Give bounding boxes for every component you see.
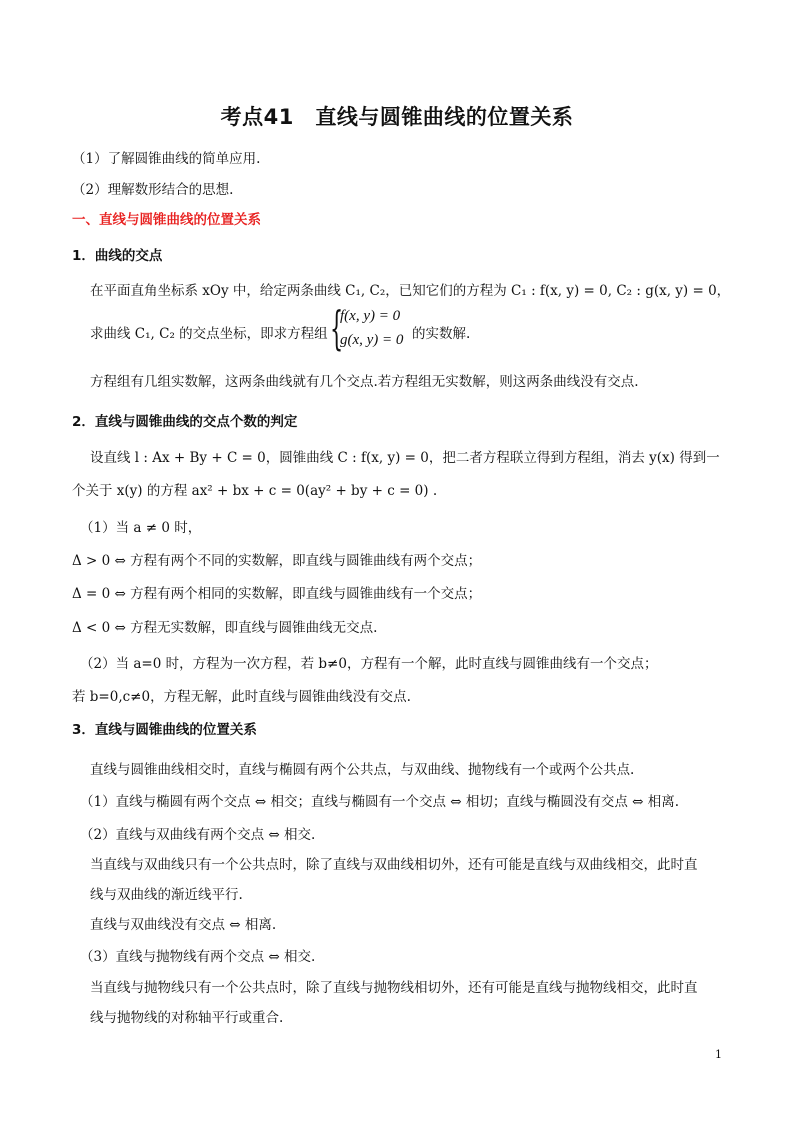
objective-1: （1）了解圆锥曲线的简单应用. <box>72 151 261 167</box>
subsection-heading-3: 3．直线与圆锥曲线的位置关系 <box>72 722 257 738</box>
paragraph-parabola-one-b: 线与抛物线的对称轴平行或重合. <box>90 1010 284 1026</box>
discriminant-positive: Δ > 0 ⇔ 方程有两个不同的实数解，即直线与圆锥曲线有两个交点； <box>72 553 482 569</box>
system-equation-1: f(x, y) = 0 <box>340 308 401 324</box>
system-equation-2: g(x, y) = 0 <box>340 332 404 348</box>
paragraph-hyperbola-one-a: 当直线与双曲线只有一个公共点时，除了直线与双曲线相切外，还有可能是直线与双曲线相交，此时直 <box>90 857 698 873</box>
discriminant-zero: Δ = 0 ⇔ 方程有两个相同的实数解，即直线与圆锥曲线有一个交点； <box>72 586 482 602</box>
paragraph-hyperbola-none: 直线与双曲线没有交点 ⇔ 相离. <box>90 917 277 933</box>
case-b-zero: 若 b=0,c≠0，方程无解，此时直线与圆锥曲线没有交点. <box>72 689 411 705</box>
paragraph-hyperbola-one-b: 线与双曲线的渐近线平行. <box>90 887 243 903</box>
page-number: 1 <box>715 1048 722 1061</box>
paragraph-system-suffix: 的实数解. <box>412 326 471 342</box>
subsection-heading-2: 2．直线与圆锥曲线的交点个数的判定 <box>72 414 298 430</box>
paragraph-ellipse: （1）直线与椭圆有两个交点 ⇔ 相交；直线与椭圆有一个交点 ⇔ 相切；直线与椭圆没有交点 ⇔ 相离. <box>80 794 680 810</box>
paragraph-system-prefix: 求曲线 C₁, C₂ 的交点坐标，即求方程组 <box>90 326 328 342</box>
paragraph-curves-intro: 在平面直角坐标系 xOy 中，给定两条曲线 C₁, C₂，已知它们的方程为 C₁ : f(x, y) = 0, C₂ : g(x, y) = 0， <box>90 283 731 299</box>
paragraph-intersection: 直线与圆锥曲线相交时，直线与椭圆有两个公共点，与双曲线、抛物线有一个或两个公共点. <box>90 762 635 778</box>
discriminant-negative: Δ < 0 ⇔ 方程无实数解，即直线与圆锥曲线无交点. <box>72 620 378 636</box>
section-heading: 一、直线与圆锥曲线的位置关系 <box>72 212 261 228</box>
paragraph-line-definition: 设直线 l : Ax + By + C = 0，圆锥曲线 C : f(x, y) = 0，把二者方程联立得到方程组，消去 y(x) 得到一 <box>90 450 720 466</box>
paragraph-parabola-two: （3）直线与抛物线有两个交点 ⇔ 相交. <box>80 949 316 965</box>
paragraph-quadratic: 个关于 x(y) 的方程 ax² + bx + c = 0(ay² + by + c = 0) . <box>72 483 438 499</box>
equation-system <box>330 301 420 355</box>
objective-2: （2）理解数形结合的思想. <box>72 182 234 198</box>
paragraph-hyperbola-two: （2）直线与双曲线有两个交点 ⇔ 相交. <box>80 827 316 843</box>
brace-symbol: { <box>330 301 344 355</box>
subsection-heading-1: 1．曲线的交点 <box>72 248 163 264</box>
page-title: 考点41 直线与圆锥曲线的位置关系 <box>220 105 574 129</box>
paragraph-solutions-count: 方程组有几组实数解，这两条曲线就有几个交点.若方程组无实数解，则这两条曲线没有交点. <box>90 374 639 390</box>
case-a-zero: （2）当 a=0 时，方程为一次方程，若 b≠0，方程有一个解，此时直线与圆锥曲线有一个交点； <box>80 656 658 672</box>
case-a-nonzero: （1）当 a ≠ 0 时， <box>80 520 202 536</box>
paragraph-parabola-one-a: 当直线与抛物线只有一个公共点时，除了直线与抛物线相切外，还有可能是直线与抛物线相交，此时直 <box>90 980 698 996</box>
